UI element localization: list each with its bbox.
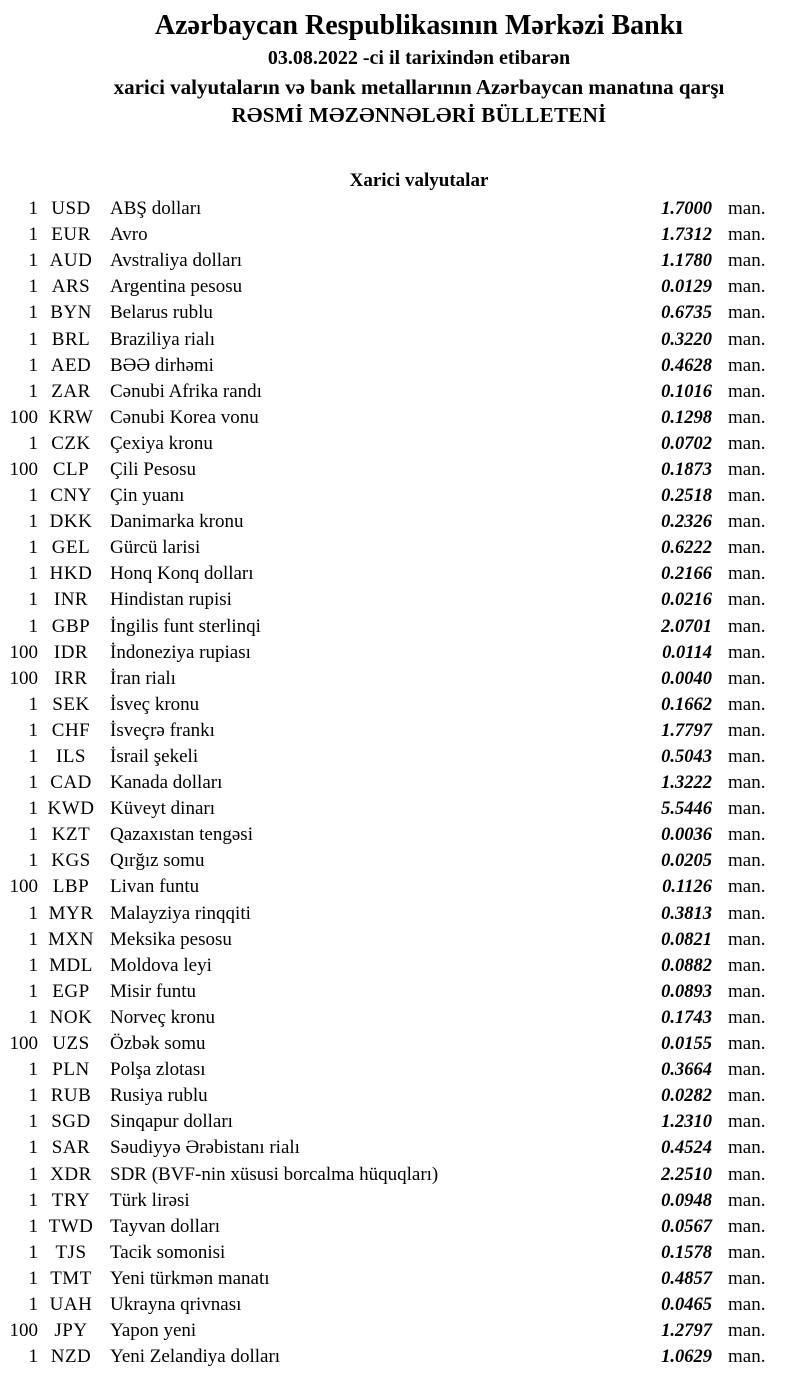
currency-code-cell: MXN [48,928,94,950]
quantity-cell: 1 [28,589,38,611]
rate-cell: 0.0040 [661,668,712,689]
unit-cell: man. [728,641,766,663]
quantity-cell: 1 [28,798,38,820]
table-row [0,848,800,874]
rate-cell: 1.7797 [661,720,712,741]
rate-cell: 0.6735 [661,303,712,324]
rate-cell: 1.2310 [661,1112,712,1133]
table-row [0,196,800,222]
currency-code-cell: XDR [50,1163,92,1185]
unit-cell: man. [728,224,766,246]
unit-cell: man. [728,980,766,1002]
unit-cell: man. [728,1320,766,1342]
currency-code-cell: DKK [49,511,93,533]
quantity-cell: 1 [28,772,38,794]
currency-name-cell: Çili Pesosu [110,458,197,480]
currency-name-cell: Səudiyyə Ərəbistanı rialı [110,1137,300,1159]
rate-cell: 0.0216 [661,590,712,611]
table-row [0,979,800,1005]
currency-code-cell: CLP [52,458,90,480]
rate-cell: 1.0629 [661,1347,712,1368]
unit-cell: man. [728,380,766,402]
table-row [0,1057,800,1083]
currency-name-cell: Tayvan dolları [110,1215,220,1237]
rate-cell: 0.1662 [661,694,712,715]
currency-code-cell: LBP [52,876,90,898]
table-row [0,1240,800,1266]
unit-cell: man. [728,1085,766,1107]
currency-code-cell: CNY [50,485,92,507]
currency-name-cell: Moldova leyi [110,954,212,976]
currency-code-cell: ARS [51,276,91,298]
rate-cell: 0.0129 [661,277,712,298]
rate-cell: 0.6222 [661,538,712,559]
quantity-cell: 1 [28,1163,38,1185]
quantity-cell: 100 [9,641,38,663]
currency-name-cell: Hindistan rupisi [110,589,232,611]
table-row [0,509,800,535]
unit-cell: man. [728,1033,766,1055]
rate-cell: 0.2518 [661,486,712,507]
quantity-cell: 1 [28,537,38,559]
rate-cell: 0.3813 [661,903,712,924]
currency-name-cell: Livan funtu [110,876,200,898]
table-row [0,483,800,509]
currency-code-cell: CHF [51,719,91,741]
quantity-cell: 100 [9,406,38,428]
currency-code-cell: ZAR [51,380,91,402]
currency-code-cell: AUD [49,250,93,272]
quantity-cell: 1 [28,250,38,272]
currency-code-cell: TRY [51,1189,91,1211]
currency-code-cell: NOK [49,1006,93,1028]
currency-name-cell: Küveyt dinarı [110,798,216,820]
quantity-cell: 1 [28,1006,38,1028]
currency-code-cell: MYR [48,902,94,924]
quantity-cell: 1 [28,224,38,246]
quantity-cell: 1 [28,1137,38,1159]
rate-cell: 2.2510 [661,1164,712,1185]
table-row [0,718,800,744]
quantity-cell: 1 [28,1346,38,1368]
unit-cell: man. [728,798,766,820]
rate-cell: 0.1298 [661,407,712,428]
rate-cell: 0.0821 [661,929,712,950]
rate-cell: 5.5446 [661,799,712,820]
quantity-cell: 1 [28,198,38,220]
table-row [0,587,800,613]
rate-cell: 0.1743 [661,1007,712,1028]
rate-cell: 1.2797 [661,1321,712,1342]
quantity-cell: 1 [28,746,38,768]
quantity-cell: 100 [9,1320,38,1342]
rate-cell: 0.3220 [661,329,712,350]
currency-name-cell: Cənubi Korea vonu [110,406,259,428]
unit-cell: man. [728,824,766,846]
table-row [0,1083,800,1109]
quantity-cell: 100 [9,458,38,480]
unit-cell: man. [728,615,766,637]
currency-name-cell: Tacik somonisi [110,1241,226,1263]
currency-code-cell: IDR [53,641,89,663]
rate-cell: 1.7312 [661,225,712,246]
unit-cell: man. [728,902,766,924]
currency-code-cell: KZT [51,824,91,846]
rate-cell: 0.4628 [661,355,712,376]
currency-name-cell: Braziliya rialı [110,328,215,350]
currency-code-cell: GEL [51,537,91,559]
table-row [0,535,800,561]
currency-code-cell: IRR [54,667,88,689]
unit-cell: man. [728,537,766,559]
currency-name-cell: Malayziya rinqqiti [110,902,251,924]
currency-code-cell: PLN [52,1059,90,1081]
currency-name-cell: Çexiya kronu [110,432,213,454]
currency-name-cell: Avstraliya dolları [110,250,243,272]
table-row [0,1031,800,1057]
rate-cell: 0.4524 [661,1138,712,1159]
currency-code-cell: TJS [55,1241,87,1263]
rate-cell: 0.1873 [661,459,712,480]
quantity-cell: 1 [28,850,38,872]
currency-name-cell: İndoneziya rupiası [110,641,251,663]
table-row [0,1161,800,1187]
unit-cell: man. [728,1163,766,1185]
currency-code-cell: AED [50,354,92,376]
unit-cell: man. [728,850,766,872]
rate-cell: 0.0465 [661,1294,712,1315]
quantity-cell: 1 [28,615,38,637]
currency-name-cell: Rusiya rublu [110,1085,208,1107]
currency-code-cell: MDL [49,954,93,976]
unit-cell: man. [728,589,766,611]
quantity-cell: 1 [28,563,38,585]
quantity-cell: 1 [28,719,38,741]
currency-name-cell: Kanada dolları [110,772,223,794]
quantity-cell: 1 [28,1059,38,1081]
rate-cell: 0.0882 [661,955,712,976]
table-row [0,822,800,848]
unit-cell: man. [728,719,766,741]
currency-name-cell: Qırğız somu [110,850,205,872]
unit-cell: man. [728,250,766,272]
quantity-cell: 1 [28,1293,38,1315]
unit-cell: man. [728,1346,766,1368]
currency-name-cell: Honq Konq dolları [110,563,254,585]
currency-code-cell: GBP [51,615,91,637]
quantity-cell: 1 [28,1215,38,1237]
quantity-cell: 1 [28,485,38,507]
unit-cell: man. [728,1241,766,1263]
unit-cell: man. [728,302,766,324]
unit-cell: man. [728,693,766,715]
unit-cell: man. [728,928,766,950]
effective-date-line: 03.08.2022 -ci il tarixindən etibarən [267,47,571,69]
quantity-cell: 1 [28,693,38,715]
unit-cell: man. [728,772,766,794]
currency-code-cell: UAH [49,1293,93,1315]
unit-cell: man. [728,511,766,533]
unit-cell: man. [728,1059,766,1081]
table-row [0,1188,800,1214]
currency-code-cell: RUB [50,1085,92,1107]
currency-code-cell: INR [53,589,89,611]
currency-code-cell: ILS [56,746,86,768]
currency-code-cell: NZD [50,1346,92,1368]
table-row [0,379,800,405]
rate-cell: 0.0155 [661,1034,712,1055]
currency-name-cell: İsrail şekeli [110,746,199,768]
currency-name-cell: Yapon yeni [110,1320,197,1342]
unit-cell: man. [728,276,766,298]
rate-cell: 0.0282 [661,1086,712,1107]
unit-cell: man. [728,485,766,507]
rates-table [0,196,800,1370]
rate-cell: 0.1016 [661,381,712,402]
quantity-cell: 1 [28,928,38,950]
quantity-cell: 1 [28,980,38,1002]
table-row [0,901,800,927]
currency-code-cell: HKD [49,563,93,585]
table-row [0,1135,800,1161]
table-row [0,457,800,483]
currency-code-cell: TMT [50,1267,92,1289]
document-header [38,0,800,129]
table-row [0,326,800,352]
currency-code-cell: KWD [47,798,95,820]
unit-cell: man. [728,563,766,585]
table-row [0,1214,800,1240]
table-row [0,614,800,640]
currency-code-cell: KRW [48,406,94,428]
unit-cell: man. [728,406,766,428]
rate-cell: 0.0114 [662,642,712,663]
table-row [0,405,800,431]
currency-name-cell: Belarus rublu [110,302,213,324]
quantity-cell: 1 [28,1085,38,1107]
table-row [0,1005,800,1031]
quantity-cell: 1 [28,1267,38,1289]
table-row [0,353,800,379]
table-row [0,1344,800,1370]
currency-name-cell: Sinqapur dolları [110,1111,233,1133]
table-row [0,222,800,248]
currency-name-cell: Argentina pesosu [110,276,243,298]
rate-cell: 0.1578 [661,1242,712,1263]
currency-code-cell: JPY [54,1320,88,1342]
quantity-cell: 100 [9,667,38,689]
quantity-cell: 100 [9,1033,38,1055]
unit-cell: man. [728,1293,766,1315]
unit-cell: man. [728,1267,766,1289]
quantity-cell: 1 [28,902,38,924]
unit-cell: man. [728,354,766,376]
table-row [0,1292,800,1318]
currency-name-cell: Polşa zlotası [110,1059,206,1081]
rate-cell: 0.0948 [661,1190,712,1211]
table-row [0,248,800,274]
currency-name-cell: Danimarka kronu [110,511,244,533]
currency-name-cell: Norveç kronu [110,1006,215,1028]
quantity-cell: 1 [28,824,38,846]
unit-cell: man. [728,667,766,689]
quantity-cell: 1 [28,1189,38,1211]
table-row [0,770,800,796]
currency-code-cell: SAR [51,1137,91,1159]
currency-name-cell: İsveç kronu [110,693,200,715]
quantity-cell: 1 [28,328,38,350]
rate-cell: 2.0701 [661,616,712,637]
rate-cell: 0.1126 [662,877,712,898]
table-row [0,796,800,822]
table-row [0,431,800,457]
quantity-cell: 1 [28,1111,38,1133]
currency-code-cell: TWD [48,1215,94,1237]
unit-cell: man. [728,1215,766,1237]
unit-cell: man. [728,876,766,898]
rate-cell: 1.7000 [661,199,712,220]
currency-name-cell: Gürcü larisi [110,537,201,559]
unit-cell: man. [728,746,766,768]
quantity-cell: 1 [28,511,38,533]
quantity-cell: 100 [9,876,38,898]
bank-title: Azərbaycan Respublikasının Mərkəzi Bankı [154,10,684,41]
table-row [0,561,800,587]
table-row [0,1318,800,1344]
table-row [0,300,800,326]
currency-name-cell: Özbək somu [110,1033,206,1055]
currency-name-cell: Qazaxıstan tengəsi [110,824,253,846]
table-row [0,1266,800,1292]
table-row [0,744,800,770]
currency-name-cell: Türk lirəsi [110,1189,190,1211]
table-row [0,874,800,900]
currency-code-cell: BRL [51,328,91,350]
rate-cell: 0.0205 [661,851,712,872]
unit-cell: man. [728,328,766,350]
table-row [0,1109,800,1135]
currency-code-cell: USD [51,198,91,220]
rate-cell: 0.2166 [661,564,712,585]
table-row [0,640,800,666]
currency-name-cell: ABŞ dolları [110,198,202,220]
unit-cell: man. [728,1137,766,1159]
currency-code-cell: BYN [50,302,92,324]
unit-cell: man. [728,198,766,220]
unit-cell: man. [728,1006,766,1028]
rate-cell: 0.4857 [661,1268,712,1289]
currency-name-cell: Yeni Zelandiya dolları [110,1346,281,1368]
currency-name-cell: BƏƏ dirhəmi [110,354,214,376]
unit-cell: man. [728,1111,766,1133]
quantity-cell: 1 [28,302,38,324]
bulletin-title: RƏSMİ MƏZƏNNƏLƏRİ BÜLLETENİ [231,103,607,127]
currency-code-cell: SGD [51,1111,91,1133]
unit-cell: man. [728,458,766,480]
currency-code-cell: CAD [50,772,92,794]
currency-name-cell: SDR (BVF-nin xüsusi borcalma hüquqları) [110,1163,439,1185]
unit-cell: man. [728,954,766,976]
rate-cell: 0.2326 [661,512,712,533]
quantity-cell: 1 [28,1241,38,1263]
currency-name-cell: Ukrayna qrivnası [110,1293,242,1315]
quantity-cell: 1 [28,354,38,376]
currency-name-cell: Cənubi Afrika randı [110,380,262,402]
section-title-foreign-currencies: Xarici valyutalar [349,170,489,191]
currency-name-cell: Misir funtu [110,980,197,1002]
quantity-cell: 1 [28,380,38,402]
rate-cell: 0.5043 [661,747,712,768]
table-row [0,927,800,953]
currency-code-cell: KGS [51,850,91,872]
rate-cell: 0.3664 [661,1060,712,1081]
unit-cell: man. [728,1189,766,1211]
currency-name-cell: İran rialı [110,667,176,689]
currency-code-cell: CZK [51,432,91,454]
quantity-cell: 1 [28,276,38,298]
currency-name-cell: İngilis funt sterlinqi [110,615,261,637]
currency-name-cell: Avro [110,224,148,246]
currency-name-cell: İsveçrə frankı [110,719,215,741]
currency-code-cell: UZS [52,1033,90,1055]
currency-name-cell: Çin yuanı [110,485,185,507]
rate-cell: 1.3222 [661,773,712,794]
rate-cell: 0.0893 [661,981,712,1002]
table-row [0,953,800,979]
quantity-cell: 1 [28,432,38,454]
currency-code-cell: SEK [52,693,90,715]
currency-code-cell: EUR [51,224,91,246]
currency-code-cell: EGP [52,980,90,1002]
unit-cell: man. [728,432,766,454]
table-row [0,274,800,300]
rate-cell: 0.0567 [661,1216,712,1237]
table-row [0,666,800,692]
subject-line: xarici valyutaların və bank metallarının Azərbaycan manatına qarşı [113,75,725,99]
currency-name-cell: Meksika pesosu [110,928,232,950]
rate-cell: 1.1780 [661,251,712,272]
table-row [0,692,800,718]
currency-name-cell: Yeni türkmən manatı [110,1267,270,1289]
rate-cell: 0.0702 [661,433,712,454]
quantity-cell: 1 [28,954,38,976]
rate-cell: 0.0036 [661,825,712,846]
